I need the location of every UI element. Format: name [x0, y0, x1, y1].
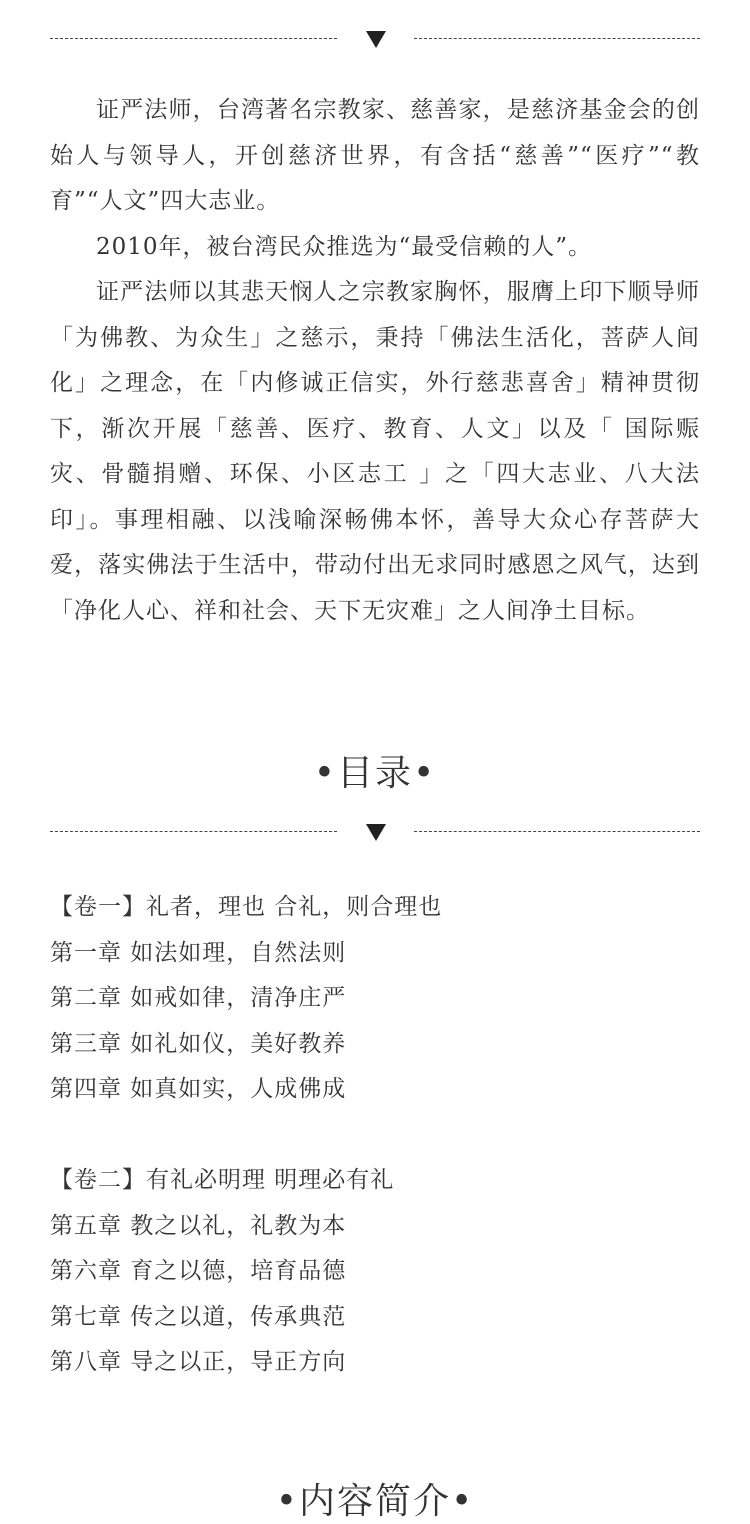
- bio-paragraph-intro: 证严法师，台湾著名宗教家、慈善家，是慈济基金会的创始人与领导人，开创慈济世界，有含括“慈善”“医疗”“教育”“人文”四大志业。: [50, 97, 700, 214]
- toc-chapter-item: 第七章 传之以道，传承典范: [50, 1303, 347, 1330]
- bio-paragraph-2010: 2010年，被台湾民众推选为“最受信赖的人”。: [96, 233, 593, 260]
- divider-dashed-line-left: [50, 38, 337, 39]
- triangle-down-icon: [366, 31, 386, 48]
- toc-volume-1: [50, 885, 700, 1113]
- toc-volume-heading: 【卷二】有礼必明理 明理必有礼: [50, 1167, 395, 1193]
- toc-divider: [50, 822, 700, 842]
- triangle-down-icon: [366, 824, 386, 841]
- top-divider: [50, 29, 700, 49]
- summary-title: •内容简介•: [275, 1481, 475, 1522]
- author-bio: [50, 88, 700, 634]
- toc-chapter-item: 第四章 如真如实，人成佛成: [50, 1076, 347, 1102]
- toc-chapter-item: 第八章 导之以正，导正方向: [50, 1349, 347, 1375]
- divider-dashed-line-right: [414, 831, 700, 832]
- toc-chapter-item: 第六章 育之以德，培育品德: [50, 1258, 347, 1284]
- toc-volume-2: [50, 1158, 700, 1386]
- divider-dashed-line-left: [50, 831, 337, 832]
- bio-paragraph-mission: 证严法师以其悲天悯人之宗教家胸怀，服膺上印下顺导师「为佛教、为众生」之慈示，秉持「佛法生活化，菩萨人间化」之理念，在「内修诚正信实，外行慈悲喜舍」精神贯彻下，渐次开展「慈善、医疗、教育、人文」以及「 国际赈灾、骨髓捐赠、环保、小区志工 」之「四大志业、八大法印」。事理相融、以浅喻深畅佛本怀，善导大众心存菩萨大爱，落实佛法于生活中，带动付出无求同时感恩之风气，达到「净化人心、祥和社会、天下无灾难」之人间净土目标。: [50, 279, 700, 624]
- divider-dashed-line-right: [414, 38, 700, 39]
- toc-chapter-item: 第一章 如法如理，自然法则: [50, 939, 347, 966]
- toc-chapter-item: 第五章 教之以礼，礼教为本: [50, 1212, 347, 1239]
- toc-chapter-item: 第二章 如戒如律，清净庄严: [50, 985, 347, 1011]
- toc-chapter-item: 第三章 如礼如仪，美好教养: [50, 1030, 347, 1057]
- toc-volume-heading: 【卷一】礼者，理也 合礼，则合理也: [50, 894, 443, 920]
- toc-title: •目录•: [313, 753, 437, 794]
